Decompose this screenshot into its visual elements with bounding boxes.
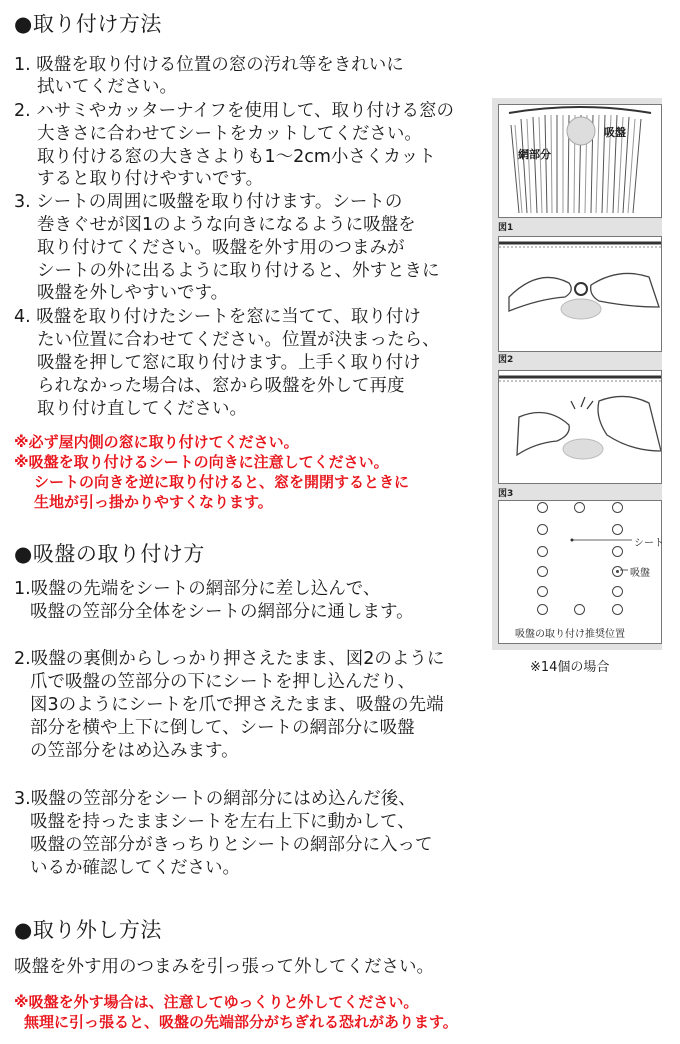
step-line: 吸盤の笠部分がきっちりとシートの網部分に入って <box>30 835 433 855</box>
step-line: 爪で吸盤の笠部分の下にシートを押し込んだり、 <box>30 672 415 692</box>
removal-body: 吸盤を外す用のつまみを引っ張って外してください。 <box>14 957 434 977</box>
warning-text: 生地が引っ掛かりやすくなります。 <box>34 493 273 511</box>
step-line: 2.吸盤の裏側からしっかり押さえたまま、図2のように <box>14 649 445 669</box>
step-line: 2. ハサミやカッターナイフを使用して、取り付ける窓の <box>14 101 454 121</box>
step-line: 取り付け直してください。 <box>37 399 247 419</box>
layout-cup-label: 吸盤 <box>630 568 650 579</box>
step-line: シートの外に出るように取り付けると、外すときに <box>37 261 440 281</box>
step-line: 1.吸盤の先端をシートの網部分に差し込んで、 <box>14 579 381 599</box>
step-line: 取り付ける窓の大きさよりも1～2cm小さくカット <box>37 147 436 167</box>
step-line: 1. 吸盤を取り付ける位置の窓の汚れ等をきれいに <box>14 55 404 75</box>
step-line: 大きさに合わせてシートをカットしてください。 <box>37 124 422 144</box>
warning-text: シートの向きを逆に取り付けると、窓を開閉するときに <box>34 473 410 491</box>
fig3-label: 図3 <box>498 489 514 499</box>
warning-text: ※吸盤を取り付けるシートの向きに注意してください。 <box>14 453 389 471</box>
suction-cup-position-marker <box>537 502 548 513</box>
hand-pressing-illustration <box>499 237 661 351</box>
suction-cup-position-marker <box>537 566 548 577</box>
figure-2 <box>498 236 662 352</box>
suction-cup-position-marker <box>537 586 548 597</box>
step-line: 図3のようにシートを爪で押さえたまま、吸盤の先端 <box>30 695 444 715</box>
step-line: 3.吸盤の笠部分をシートの網部分にはめ込んだ後、 <box>14 789 416 809</box>
step-line: 吸盤の笠部分全体をシートの網部分に通します。 <box>30 602 414 622</box>
step-line: 取り付けてください。吸盤を外す用のつまみが <box>37 238 405 258</box>
step-line: 4. 吸盤を取り付けたシートを窓に当てて、取り付け <box>14 307 421 327</box>
step-line: の笠部分をはめ込みます。 <box>30 741 239 761</box>
step-line: いるか確認してください。 <box>30 858 240 878</box>
suction-cup-position-marker <box>612 586 623 597</box>
step-line: すると取り付けやすいです。 <box>37 169 264 189</box>
warning-text: ※必ず屋内側の窓に取り付けてください。 <box>14 433 299 451</box>
count-note: ※14個の場合 <box>530 660 610 675</box>
layout-sheet-label: シート <box>634 538 664 549</box>
step-line: 吸盤を持ったままシートを左右上下に動かして、 <box>30 812 415 832</box>
step-line: 巻きぐせが図1のような向きになるように吸盤を <box>37 215 416 235</box>
hand-tilting-illustration <box>499 371 661 483</box>
section-title-suction-cup: ●吸盤の取り付け方 <box>14 542 205 566</box>
suction-cup-position-marker <box>612 502 623 513</box>
step-line: 3. シートの周囲に吸盤を取り付けます。シートの <box>14 192 403 212</box>
fig2-label: 図2 <box>498 355 514 365</box>
fig1-label: 図1 <box>498 223 514 233</box>
suction-cup-position-marker <box>574 502 585 513</box>
fig1-mesh-label: 網部分 <box>518 148 551 161</box>
step-line: 吸盤を押して窓に取り付けます。上手く取り付け <box>37 353 421 373</box>
warning-text: 無理に引っ張ると、吸盤の先端部分がちぎれる恐れがあります。 <box>24 1013 458 1031</box>
warning-text: ※吸盤を外す場合は、注意してゆっくりと外してください。 <box>14 993 419 1011</box>
suction-cup-position-marker <box>537 546 548 557</box>
step-line: たい位置に合わせてください。位置が決まったら、 <box>37 330 440 350</box>
step-line: られなかった場合は、窓から吸盤を外して再度 <box>37 376 405 396</box>
section-title-installation: ●取り付け方法 <box>14 12 162 36</box>
suction-cup-position-marker <box>574 604 585 615</box>
step-line: 拭いてください。 <box>37 77 177 97</box>
suction-cup-position-marker <box>612 604 623 615</box>
fig1-suction-label: 吸盤 <box>604 126 626 139</box>
step-line: 吸盤を外しやすいです。 <box>37 283 229 303</box>
suction-cup-position-marker <box>537 524 548 535</box>
figure-3 <box>498 370 662 484</box>
section-title-removal: ●取り外し方法 <box>14 918 162 942</box>
suction-cup-position-marker <box>537 604 548 615</box>
layout-caption: 吸盤の取り付け推奨位置 <box>515 629 625 640</box>
step-line: 部分を横や上下に倒して、シートの網部分に吸盤 <box>30 718 415 738</box>
